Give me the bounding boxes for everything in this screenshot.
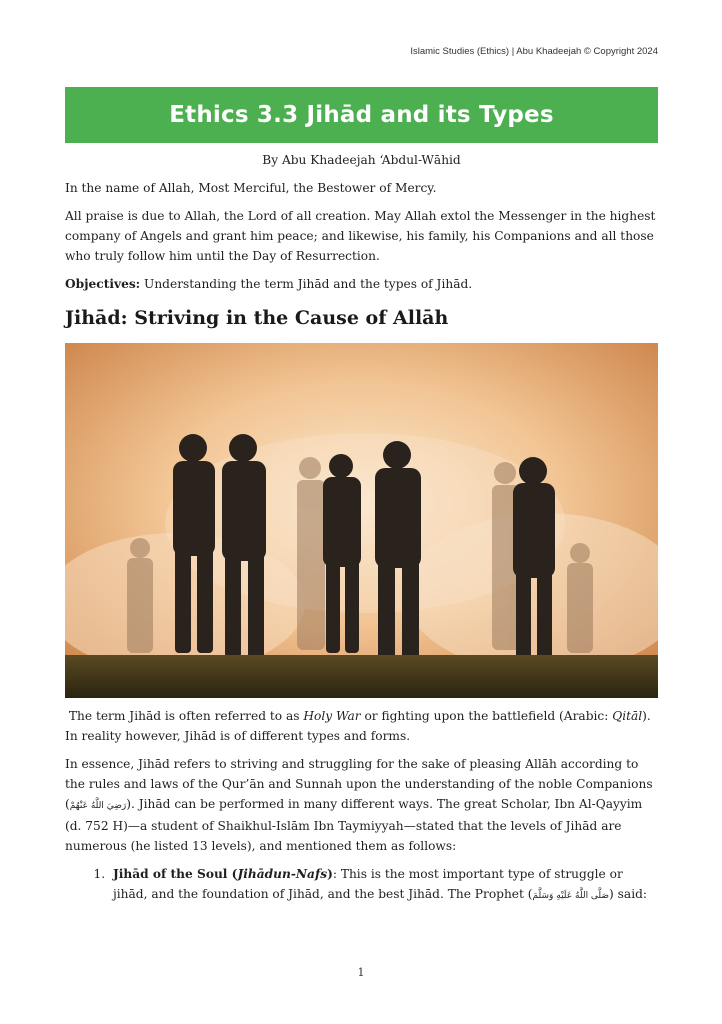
running-head: Islamic Studies (Ethics) | Abu Khadeejah © Copyright 2024 bbox=[410, 46, 658, 57]
title-banner bbox=[65, 87, 658, 143]
objectives-text: Understanding the term Jihād and the types of Jihād. bbox=[140, 277, 473, 291]
objectives-paragraph bbox=[65, 274, 658, 294]
soldiers-photo bbox=[65, 343, 658, 698]
praise-paragraph: All praise is due to Allah, the Lord of all creation. May Allah extol the Messenger in the highest company of Angels and grant him peace; and likewise, his family, his Companions and all those who truly follow him until the Day of Resurrection. bbox=[65, 209, 656, 263]
page-number: 1 bbox=[357, 966, 365, 979]
objectives-label: Objectives: bbox=[65, 277, 141, 291]
section-heading: Jihād: Striving in the Cause of Allāh bbox=[65, 307, 449, 329]
byline: By Abu Khadeejah ‘Abdul-Wāhid bbox=[262, 153, 461, 167]
list-item: 1. Jihād of the Soul (Jihādun-Nafs): This is the most important type of struggle or jihād, and the foundation of Jihād, and the best Jihād. The Prophet (صَلَّى اللَّهُ عَلَيْهِ وَسَلَّمَ) said: bbox=[109, 864, 658, 906]
page-title: Ethics 3.3 Jihād and its Types bbox=[169, 102, 554, 128]
companions-honorific: رَضِيَ اللَّهُ عَنْهُمْ bbox=[69, 801, 127, 811]
document-body bbox=[65, 150, 658, 906]
basmala-paragraph: In the name of Allah, Most Merciful, the Bestower of Mercy. bbox=[65, 181, 437, 195]
prophet-honorific: صَلَّى اللَّهُ عَلَيْهِ وَسَلَّمَ bbox=[532, 891, 610, 901]
soldiers-silhouette-image bbox=[65, 343, 658, 698]
body-paragraph-1: The term Jihād is often referred to as Holy War or fighting upon the battlefield (Arabic: Qitāl). In reality however, Jihād is of different types and forms. bbox=[65, 709, 651, 743]
body-paragraph-2: In essence, Jihād refers to striving and struggling for the sake of pleasing Allāh according to the rules and laws of the Qur’ān and Sunnah upon the understanding of the noble Companions (رَضِيَ اللَّهُ عَنْهُمْ). Jihād can be performed in many different ways. The great Scholar, Ibn Al-Qayyim (d. 752 H)—a student of Shaikhul-Islām Ibn Taymiyyah—stated that the levels of Jihād are numerous (he listed 13 levels), and mentioned them as follows: bbox=[65, 757, 653, 853]
jihad-types-list bbox=[65, 864, 658, 906]
